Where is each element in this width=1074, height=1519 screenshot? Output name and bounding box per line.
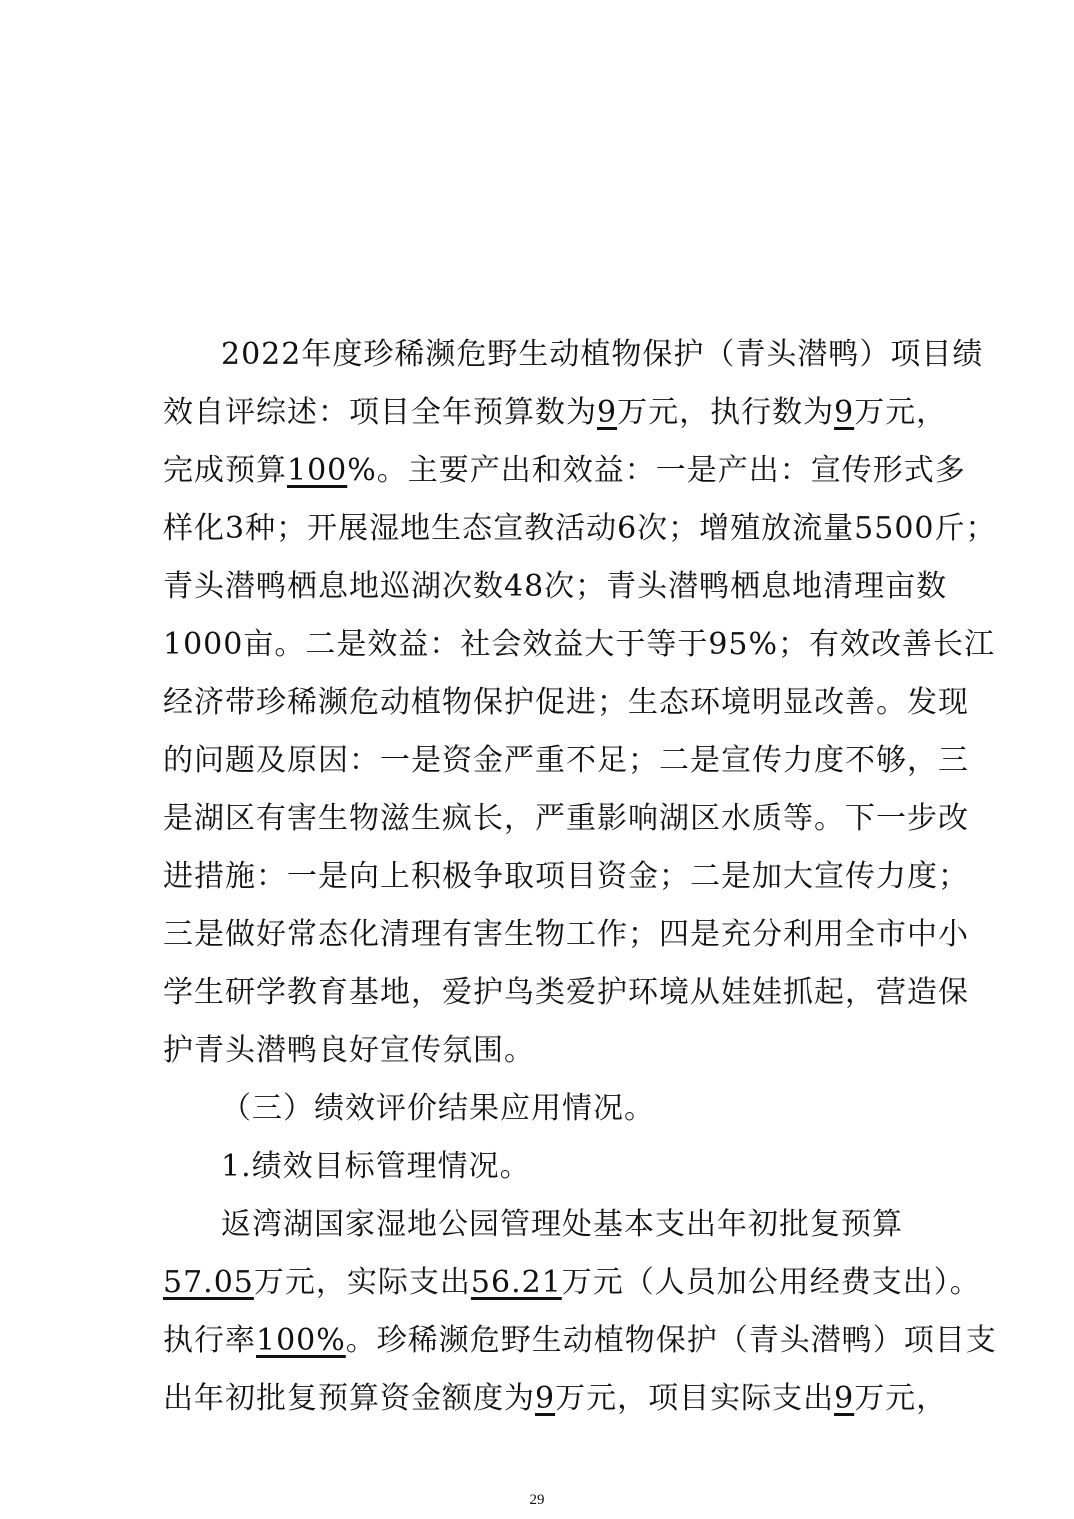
paragraph-line: 完成预算100%。主要产出和效益：一是产出：宣传形式多 — [163, 453, 966, 488]
paragraph-line: 护青头潜鸭良好宣传氛围。 — [163, 1033, 535, 1068]
section-heading: （三）绩效评价结果应用情况。 — [221, 1091, 655, 1126]
paragraph-line: 的问题及原因：一是资金严重不足；二是宣传力度不够，三 — [163, 743, 969, 778]
paragraph-line: 进措施：一是向上积极争取项目资金；二是加大宣传力度； — [163, 859, 969, 894]
paragraph-line: 返湾湖国家湿地公园管理处基本支出年初批复预算 — [221, 1207, 903, 1242]
paragraph-line: 是湖区有害生物滋生疯长，严重影响湖区水质等。下一步改 — [163, 801, 969, 836]
body-text — [163, 330, 997, 1432]
paragraph-line: 青头潜鸭栖息地巡湖次数48次；青头潜鸭栖息地清理亩数 — [163, 569, 948, 604]
paragraph-line: 样化3种；开展湿地生态宣教活动6次；增殖放流量5500斤； — [163, 511, 997, 546]
paragraph-line: 2022年度珍稀濒危野生动植物保护（青头潜鸭）项目绩 — [221, 337, 984, 372]
paragraph-line: 效自评综述：项目全年预算数为9万元，执行数为9万元， — [163, 395, 948, 430]
paragraph-line: 经济带珍稀濒危动植物保护促进；生态环境明显改善。发现 — [163, 685, 969, 720]
paragraph-line: 1000亩。二是效益：社会效益大于等于95%；有效改善长江 — [163, 627, 996, 662]
paragraph-line: 出年初批复预算资金额度为9万元，项目实际支出9万元， — [163, 1381, 948, 1416]
subsection-heading: 1.绩效目标管理情况。 — [221, 1149, 531, 1184]
paragraph-line: 执行率100%。珍稀濒危野生动植物保护（青头潜鸭）项目支 — [163, 1323, 997, 1358]
paragraph-line: 三是做好常态化清理有害生物工作；四是充分利用全市中小 — [163, 917, 969, 952]
paragraph-line: 学生研学教育基地，爱护鸟类爱护环境从娃娃抓起，营造保 — [163, 975, 969, 1010]
paragraph-line: 57.05万元，实际支出56.21万元（人员加公用经费支出）。 — [163, 1265, 981, 1300]
page-number: 29 — [529, 1492, 545, 1508]
